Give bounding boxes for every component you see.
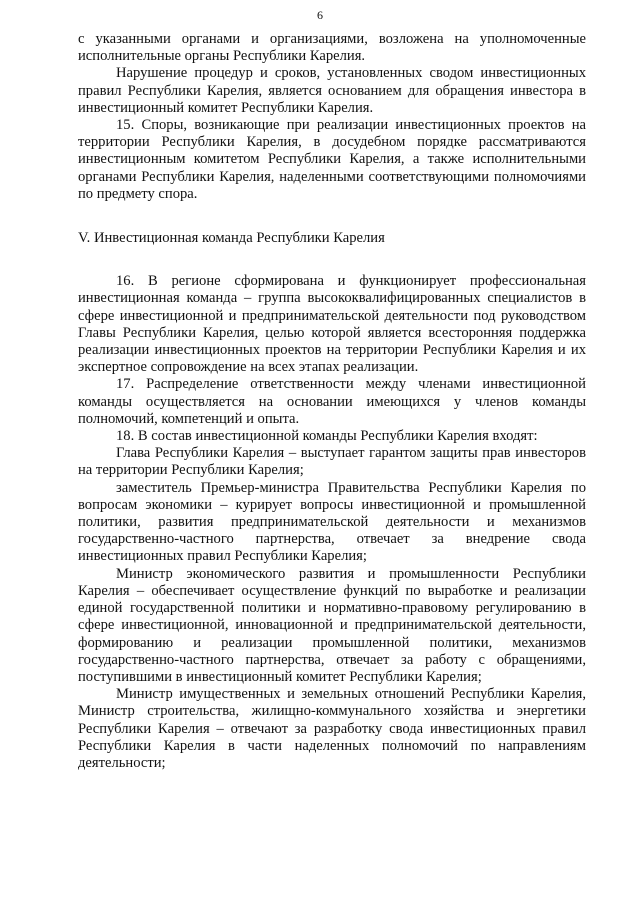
paragraph-violation: Нарушение процедур и сроков, установленных сводом инвестиционных правил Республики Карелия, является основанием для обращения инвестора в инвестиционный комитет Республики Карелия. <box>78 65 586 116</box>
paragraph-deputy-prime-minister: заместитель Премьер-министра Правительства Республики Карелия по вопросам экономики – курирует вопросы инвестиционной и промышленной политики, развития предпринимательской деятельности и механизмов государственно-частного партнерства, отвечает за внедрение свода инвестиционных правил Республики Карелия; <box>78 479 586 565</box>
section-heading: V. Инвестиционная команда Республики Карелия <box>78 230 385 247</box>
paragraph-18: 18. В состав инвестиционной команды Республики Карелия входят: <box>116 428 538 445</box>
page-number: 6 <box>317 8 323 22</box>
paragraph-15: 15. Споры, возникающие при реализации инвестиционных проектов на территории Республики Карелия, в досудебном порядке рассматриваются инвестиционным комитетом Республики Карелия, а также исполнительными органами Республики Карелия, наделенными соответствующими полномочиями по предмету спора. <box>78 117 586 202</box>
paragraph-minister-economic-development: Министр экономического развития и промышленности Республики Карелия – обеспечивает осуществление функций по выработке и реализации единой государственной политики и нормативно-правовому регулированию в сфере инвестиционной, инновационной и предпринимательской деятельности, формированию и реализации промышленной политики, механизмов государственно-частного партнерства, отвечает за работу с обращениями, поступившими в инвестиционный комитет Республики Карелия; <box>78 565 586 685</box>
document-body <box>78 31 586 772</box>
paragraph-property-and-construction-ministers: Министр имущественных и земельных отношений Республики Карелия, Министр строительства, жилищно-коммунального хозяйства и энергетики Республики Карелия – отвечают за разработку свода инвестиционных правил Республики Карелия в части наделенных полномочий по направлениям деятельности; <box>78 686 586 771</box>
paragraph-16: 16. В регионе сформирована и функционирует профессиональная инвестиционная команда – группа высококвалифицированных специалистов в сфере инвестиционной и предпринимательской деятельности под руководством Главы Республики Карелия, целью которой является всесторонняя поддержка реализации инвестиционных проектов на территории Республики Карелия и их экспертное сопровождение на всех этапах реализации. <box>78 273 586 376</box>
paragraph-head-of-republic: Глава Республики Карелия – выступает гарантом защиты прав инвесторов на территории Республики Карелия; <box>78 445 586 479</box>
paragraph-continuation: с указанными органами и организациями, возложена на уполномоченные исполнительные органы Республики Карелия. <box>78 31 586 65</box>
paragraph-17: 17. Распределение ответственности между членами инвестиционной команды осуществляется на основании имеющихся у членов команды полномочий, компетенций и опыта. <box>78 376 586 427</box>
